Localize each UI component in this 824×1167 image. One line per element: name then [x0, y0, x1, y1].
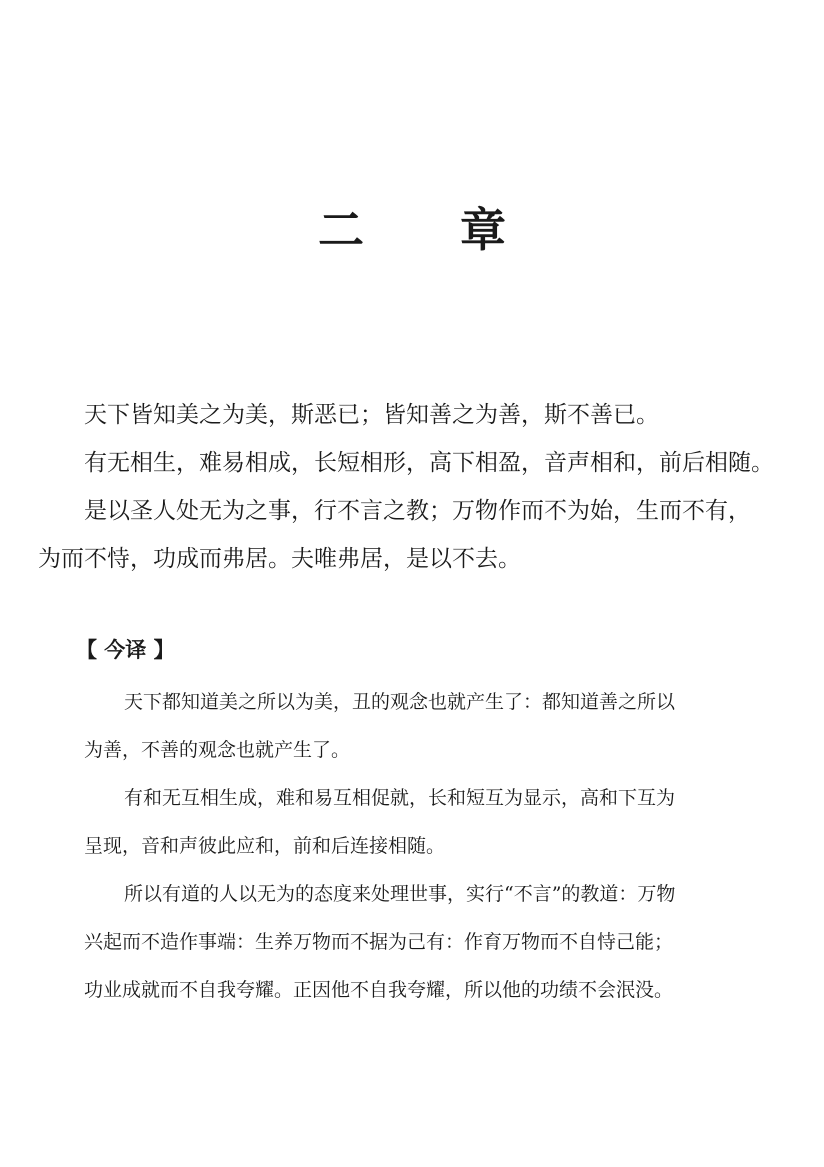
original-line: 天下皆知美之为美，斯恶已；皆知善之为善，斯不善已。 [84, 402, 659, 428]
translation-heading: 【 今译 】 [76, 638, 175, 662]
original-text [38, 391, 798, 583]
original-line: 是以圣人处无为之事，行不言之教；万物作而不为始，生而不有， [84, 498, 751, 524]
chapter-title: 二 章 [317, 203, 546, 257]
original-line: 为而不恃，功成而弗居。夫唯弗居，是以不去。 [38, 546, 521, 572]
translation-line: 兴起而不造作事端：生养万物而不据为己有：作育万物而不自恃己能； [84, 931, 674, 953]
translation-text [84, 678, 744, 1014]
translation-line: 天下都知道美之所以为美，丑的观念也就产生了：都知道善之所以 [124, 691, 676, 713]
original-line: 有无相生，难易相成，长短相形，高下相盈，音声相和，前后相随。 [84, 450, 774, 476]
translation-line: 呈现，音和声彼此应和，前和后连接相随。 [84, 835, 446, 857]
translation-line: 功业成就而不自我夸耀。正因他不自我夸耀，所以他的功绩不会泯没。 [84, 979, 674, 1001]
translation-line: 为善，不善的观念也就产生了。 [84, 739, 351, 761]
translation-line: 有和无互相生成，难和易互相促就，长和短互为显示，高和下互为 [124, 787, 676, 809]
translation-line: 所以有道的人以无为的态度来处理世事，实行“不言”的教道：万物 [124, 883, 676, 905]
